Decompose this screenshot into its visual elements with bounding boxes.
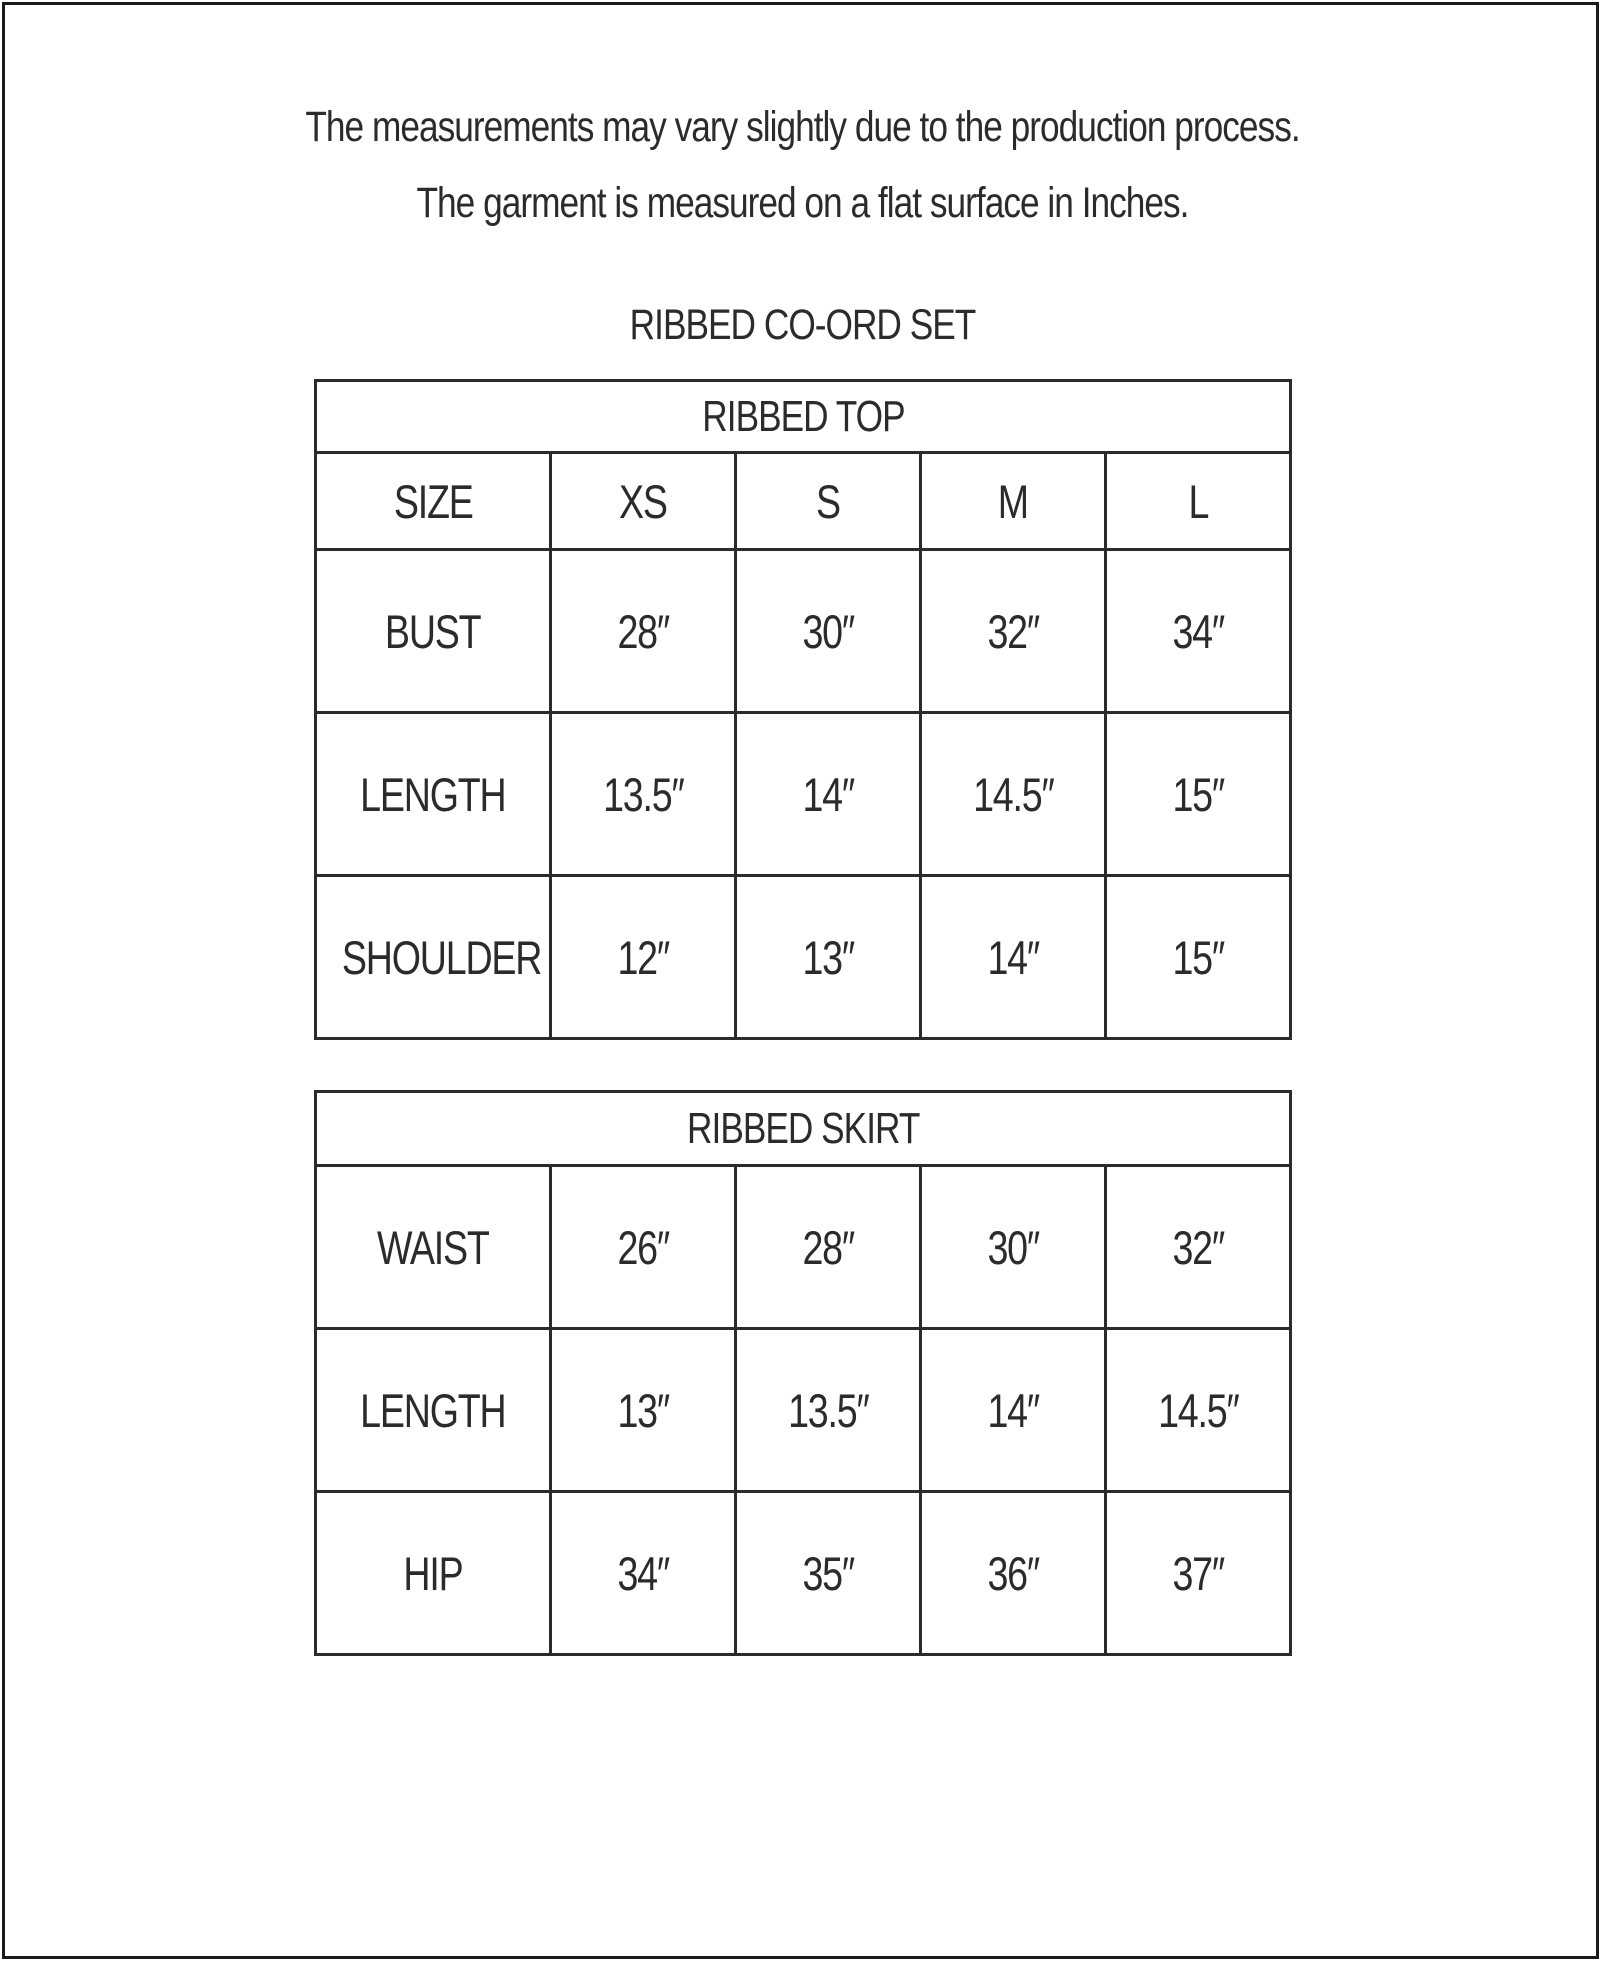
value-text: 14″ bbox=[802, 767, 854, 821]
header-cell-m bbox=[921, 453, 1106, 550]
value-cell bbox=[551, 1166, 736, 1329]
value-cell bbox=[736, 550, 921, 713]
header-s-label: S bbox=[816, 474, 840, 528]
value-cell bbox=[551, 1492, 736, 1655]
header-cell-size bbox=[316, 453, 551, 550]
table-row-length bbox=[316, 1329, 1291, 1492]
value-cell bbox=[1106, 876, 1291, 1039]
row-label-cell bbox=[316, 550, 551, 713]
value-text: 28″ bbox=[617, 604, 669, 658]
size-header-row bbox=[316, 453, 1291, 550]
header-m-label: M bbox=[997, 474, 1029, 528]
value-cell bbox=[736, 876, 921, 1039]
ribbed-skirt-title: RIBBED SKIRT bbox=[686, 1103, 920, 1153]
value-text: 14.5″ bbox=[972, 767, 1054, 821]
table-row-shoulder bbox=[316, 876, 1291, 1039]
table-row-bust bbox=[316, 550, 1291, 713]
value-text: 15″ bbox=[1172, 930, 1224, 984]
value-text: 14″ bbox=[987, 930, 1039, 984]
value-text: 30″ bbox=[802, 604, 854, 658]
value-cell bbox=[736, 1166, 921, 1329]
row-label-cell bbox=[316, 876, 551, 1039]
value-text: 35″ bbox=[802, 1546, 854, 1600]
value-text: 34″ bbox=[617, 1546, 669, 1600]
value-text: 14″ bbox=[987, 1383, 1039, 1437]
value-text: 26″ bbox=[617, 1220, 669, 1274]
header-size-label: SIZE bbox=[393, 474, 473, 528]
value-text: 28″ bbox=[802, 1220, 854, 1274]
value-text: 30″ bbox=[987, 1220, 1039, 1274]
measurement-note-line-1: The measurements may vary slightly due to the production process. bbox=[305, 103, 1300, 151]
value-text: 14.5″ bbox=[1157, 1383, 1239, 1437]
value-cell bbox=[1106, 1329, 1291, 1492]
value-cell bbox=[1106, 550, 1291, 713]
table-row-waist bbox=[316, 1166, 1291, 1329]
row-label: BUST bbox=[385, 604, 481, 658]
value-cell bbox=[921, 713, 1106, 876]
header-cell-xs bbox=[551, 453, 736, 550]
value-text: 15″ bbox=[1172, 767, 1224, 821]
ribbed-skirt-size-table bbox=[314, 1090, 1292, 1656]
table-row-hip bbox=[316, 1492, 1291, 1655]
value-cell bbox=[1106, 713, 1291, 876]
value-cell bbox=[551, 1329, 736, 1492]
row-label: LENGTH bbox=[360, 767, 506, 821]
value-cell bbox=[1106, 1166, 1291, 1329]
row-label: WAIST bbox=[377, 1220, 489, 1274]
value-text: 13.5″ bbox=[602, 767, 684, 821]
value-text: 13″ bbox=[617, 1383, 669, 1437]
value-text: 13″ bbox=[802, 930, 854, 984]
value-cell bbox=[921, 876, 1106, 1039]
ribbed-top-size-table bbox=[314, 379, 1292, 1040]
value-cell bbox=[551, 713, 736, 876]
value-cell bbox=[736, 713, 921, 876]
value-cell bbox=[736, 1492, 921, 1655]
value-cell bbox=[1106, 1492, 1291, 1655]
row-label-cell bbox=[316, 1166, 551, 1329]
value-text: 37″ bbox=[1172, 1546, 1224, 1600]
header-l-label: L bbox=[1188, 474, 1208, 528]
value-cell bbox=[551, 876, 736, 1039]
value-cell bbox=[921, 1329, 1106, 1492]
value-text: 32″ bbox=[987, 604, 1039, 658]
header-cell-l bbox=[1106, 453, 1291, 550]
value-text: 36″ bbox=[987, 1546, 1039, 1600]
ribbed-skirt-title-cell bbox=[316, 1092, 1291, 1166]
row-label-cell bbox=[316, 1492, 551, 1655]
ribbed-top-title: RIBBED TOP bbox=[701, 391, 905, 441]
value-cell bbox=[736, 1329, 921, 1492]
header-cell-s bbox=[736, 453, 921, 550]
value-cell bbox=[551, 550, 736, 713]
row-label-cell bbox=[316, 1329, 551, 1492]
measurement-note-line-2: The garment is measured on a flat surface in Inches. bbox=[416, 179, 1189, 227]
header-xs-label: XS bbox=[619, 474, 667, 528]
value-cell bbox=[921, 1492, 1106, 1655]
value-text: 12″ bbox=[617, 930, 669, 984]
value-text: 13.5″ bbox=[787, 1383, 869, 1437]
row-label: HIP bbox=[403, 1546, 463, 1600]
value-cell bbox=[921, 550, 1106, 713]
row-label: LENGTH bbox=[360, 1383, 506, 1437]
value-text: 32″ bbox=[1172, 1220, 1224, 1274]
row-label-cell bbox=[316, 713, 551, 876]
value-cell bbox=[921, 1166, 1106, 1329]
ribbed-top-title-cell bbox=[316, 381, 1291, 453]
row-label: SHOULDER bbox=[341, 930, 542, 984]
table-row-length bbox=[316, 713, 1291, 876]
set-title: RIBBED CO-ORD SET bbox=[629, 301, 976, 349]
value-text: 34″ bbox=[1172, 604, 1224, 658]
